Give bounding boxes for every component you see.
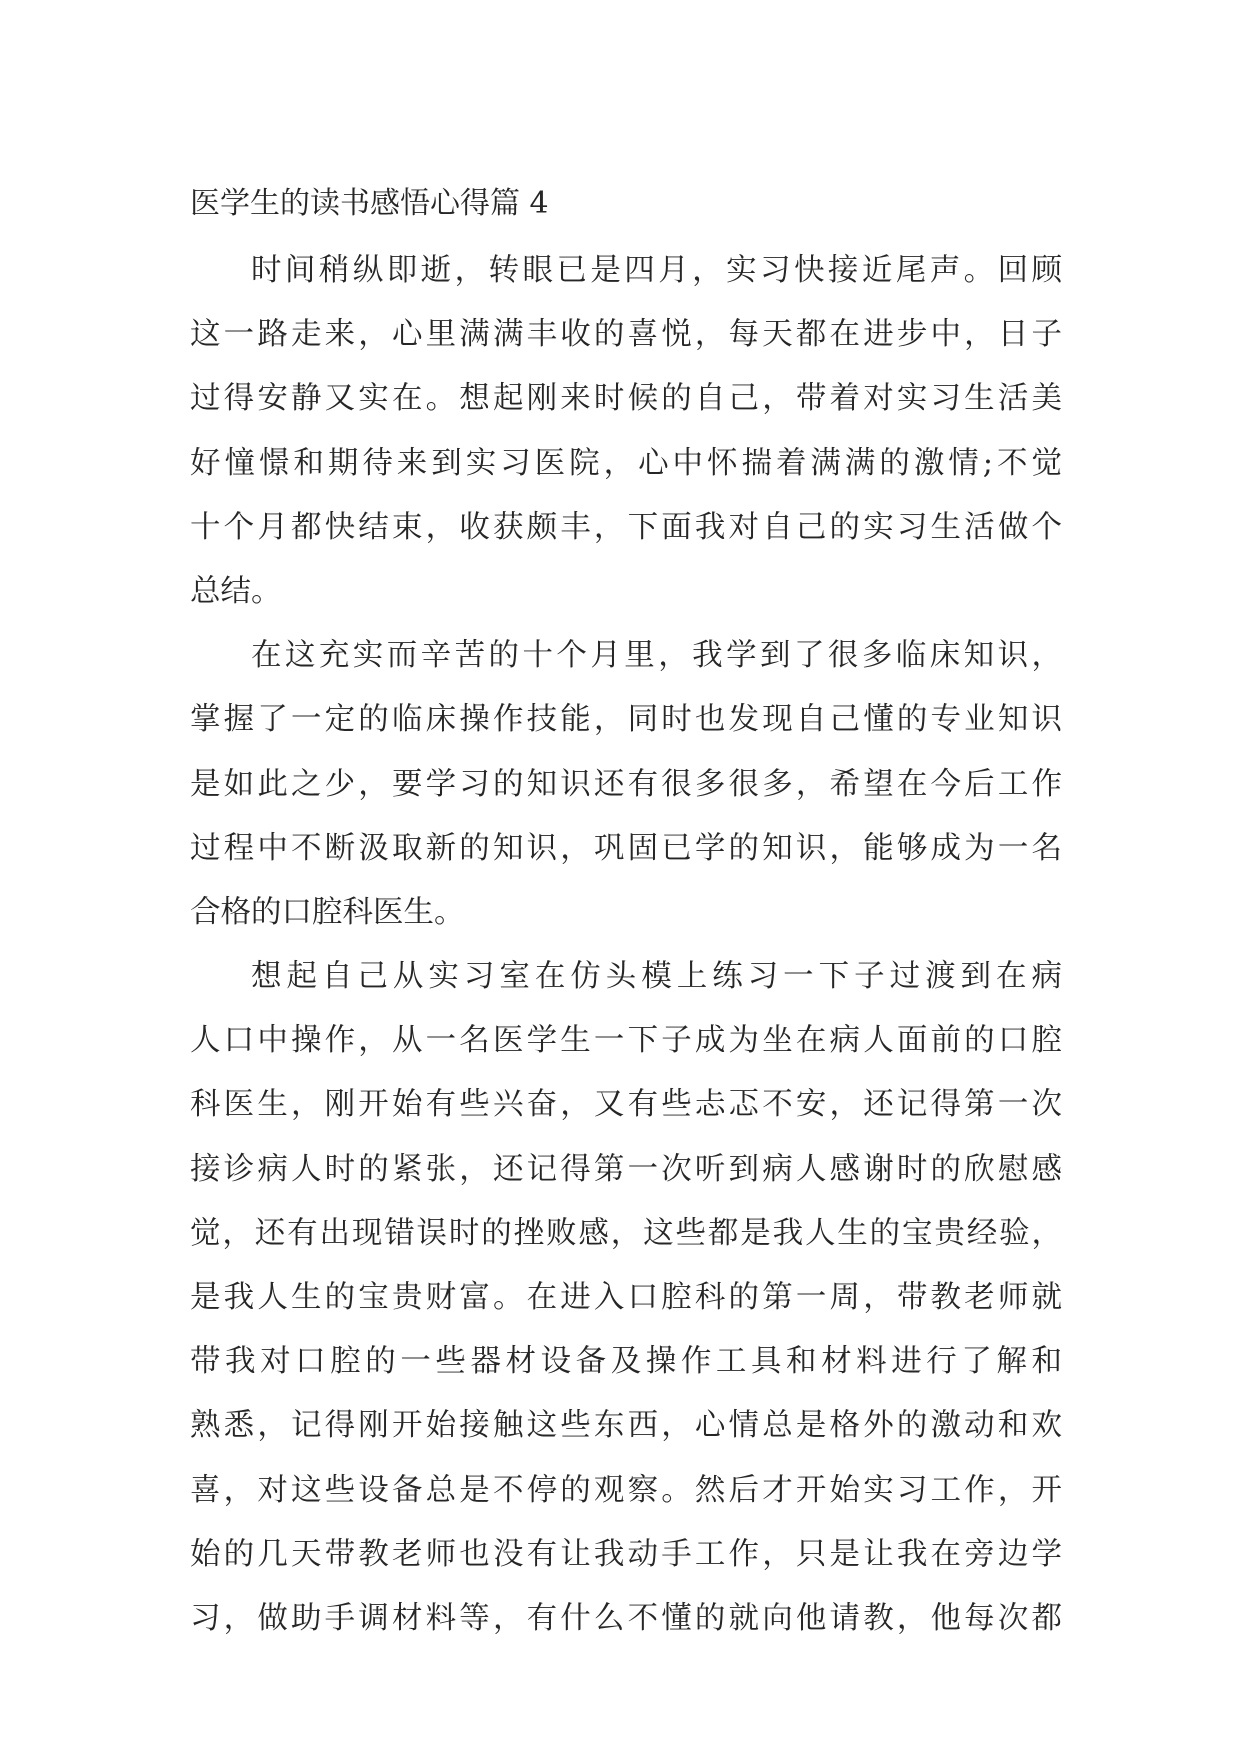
paragraph-2 [190,624,1062,945]
paragraph-line: 这一路走来，心里满满丰收的喜悦，每天都在进步中，日子 [190,317,1062,353]
paragraph-line: 人口中操作，从一名医学生一下子成为坐在病人面前的口腔 [190,1023,1062,1059]
document-body [190,186,1062,1651]
paragraph-line: 十个月都快结束，收获颇丰，下面我对自己的实习生活做个 [190,509,1062,545]
paragraph-line: 是我人生的宝贵财富。在进入口腔科的第一周，带教老师就 [190,1280,1062,1315]
paragraph-line: 合格的口腔科医生。 [190,894,465,930]
paragraph-line: 喜，对这些设备总是不停的观察。然后才开始实习工作，开 [190,1472,1062,1508]
paragraph-1 [190,239,1062,624]
paragraph-line: 掌握了一定的临床操作技能，同时也发现自己懂的专业知识 [190,702,1062,738]
paragraph-line: 熟悉，记得刚开始接触这些东西，心情总是格外的激动和欢 [190,1408,1062,1444]
paragraph-line: 带我对口腔的一些器材设备及操作工具和材料进行了解和 [190,1344,1062,1380]
paragraph-line: 好憧憬和期待来到实习医院，心中怀揣着满满的激情;不觉 [190,445,1062,481]
paragraph-line: 想起自己从实习室在仿头模上练习一下子过渡到在病 [251,959,1062,995]
paragraph-line: 时间稍纵即逝，转眼已是四月，实习快接近尾声。回顾 [251,253,1062,288]
paragraph-line: 接诊病人时的紧张，还记得第一次听到病人感谢时的欣慰感 [190,1151,1062,1187]
paragraph-line: 始的几天带教老师也没有让我动手工作，只是让我在旁边学 [190,1536,1062,1572]
paragraph-line: 总结。 [190,573,282,609]
paragraph-line: 是如此之少，要学习的知识还有很多很多，希望在今后工作 [190,766,1062,802]
paragraph-line: 觉，还有出现错误时的挫败感，这些都是我人生的宝贵经验， [190,1215,1062,1251]
paragraph-line: 过得安静又实在。想起刚来时候的自己，带着对实习生活美 [190,381,1062,417]
paragraph-line: 在这充实而辛苦的十个月里，我学到了很多临床知识， [251,638,1062,674]
paragraph-line: 科医生，刚开始有些兴奋，又有些忐忑不安，还记得第一次 [190,1087,1062,1123]
paragraph-line: 过程中不断汲取新的知识，巩固已学的知识，能够成为一名 [190,830,1062,866]
paragraph-line: 习，做助手调材料等，有什么不懂的就向他请教，他每次都 [190,1600,1062,1636]
paragraph-3 [190,945,1062,1651]
section-heading: 医学生的读书感悟心得篇 4 [190,186,549,221]
